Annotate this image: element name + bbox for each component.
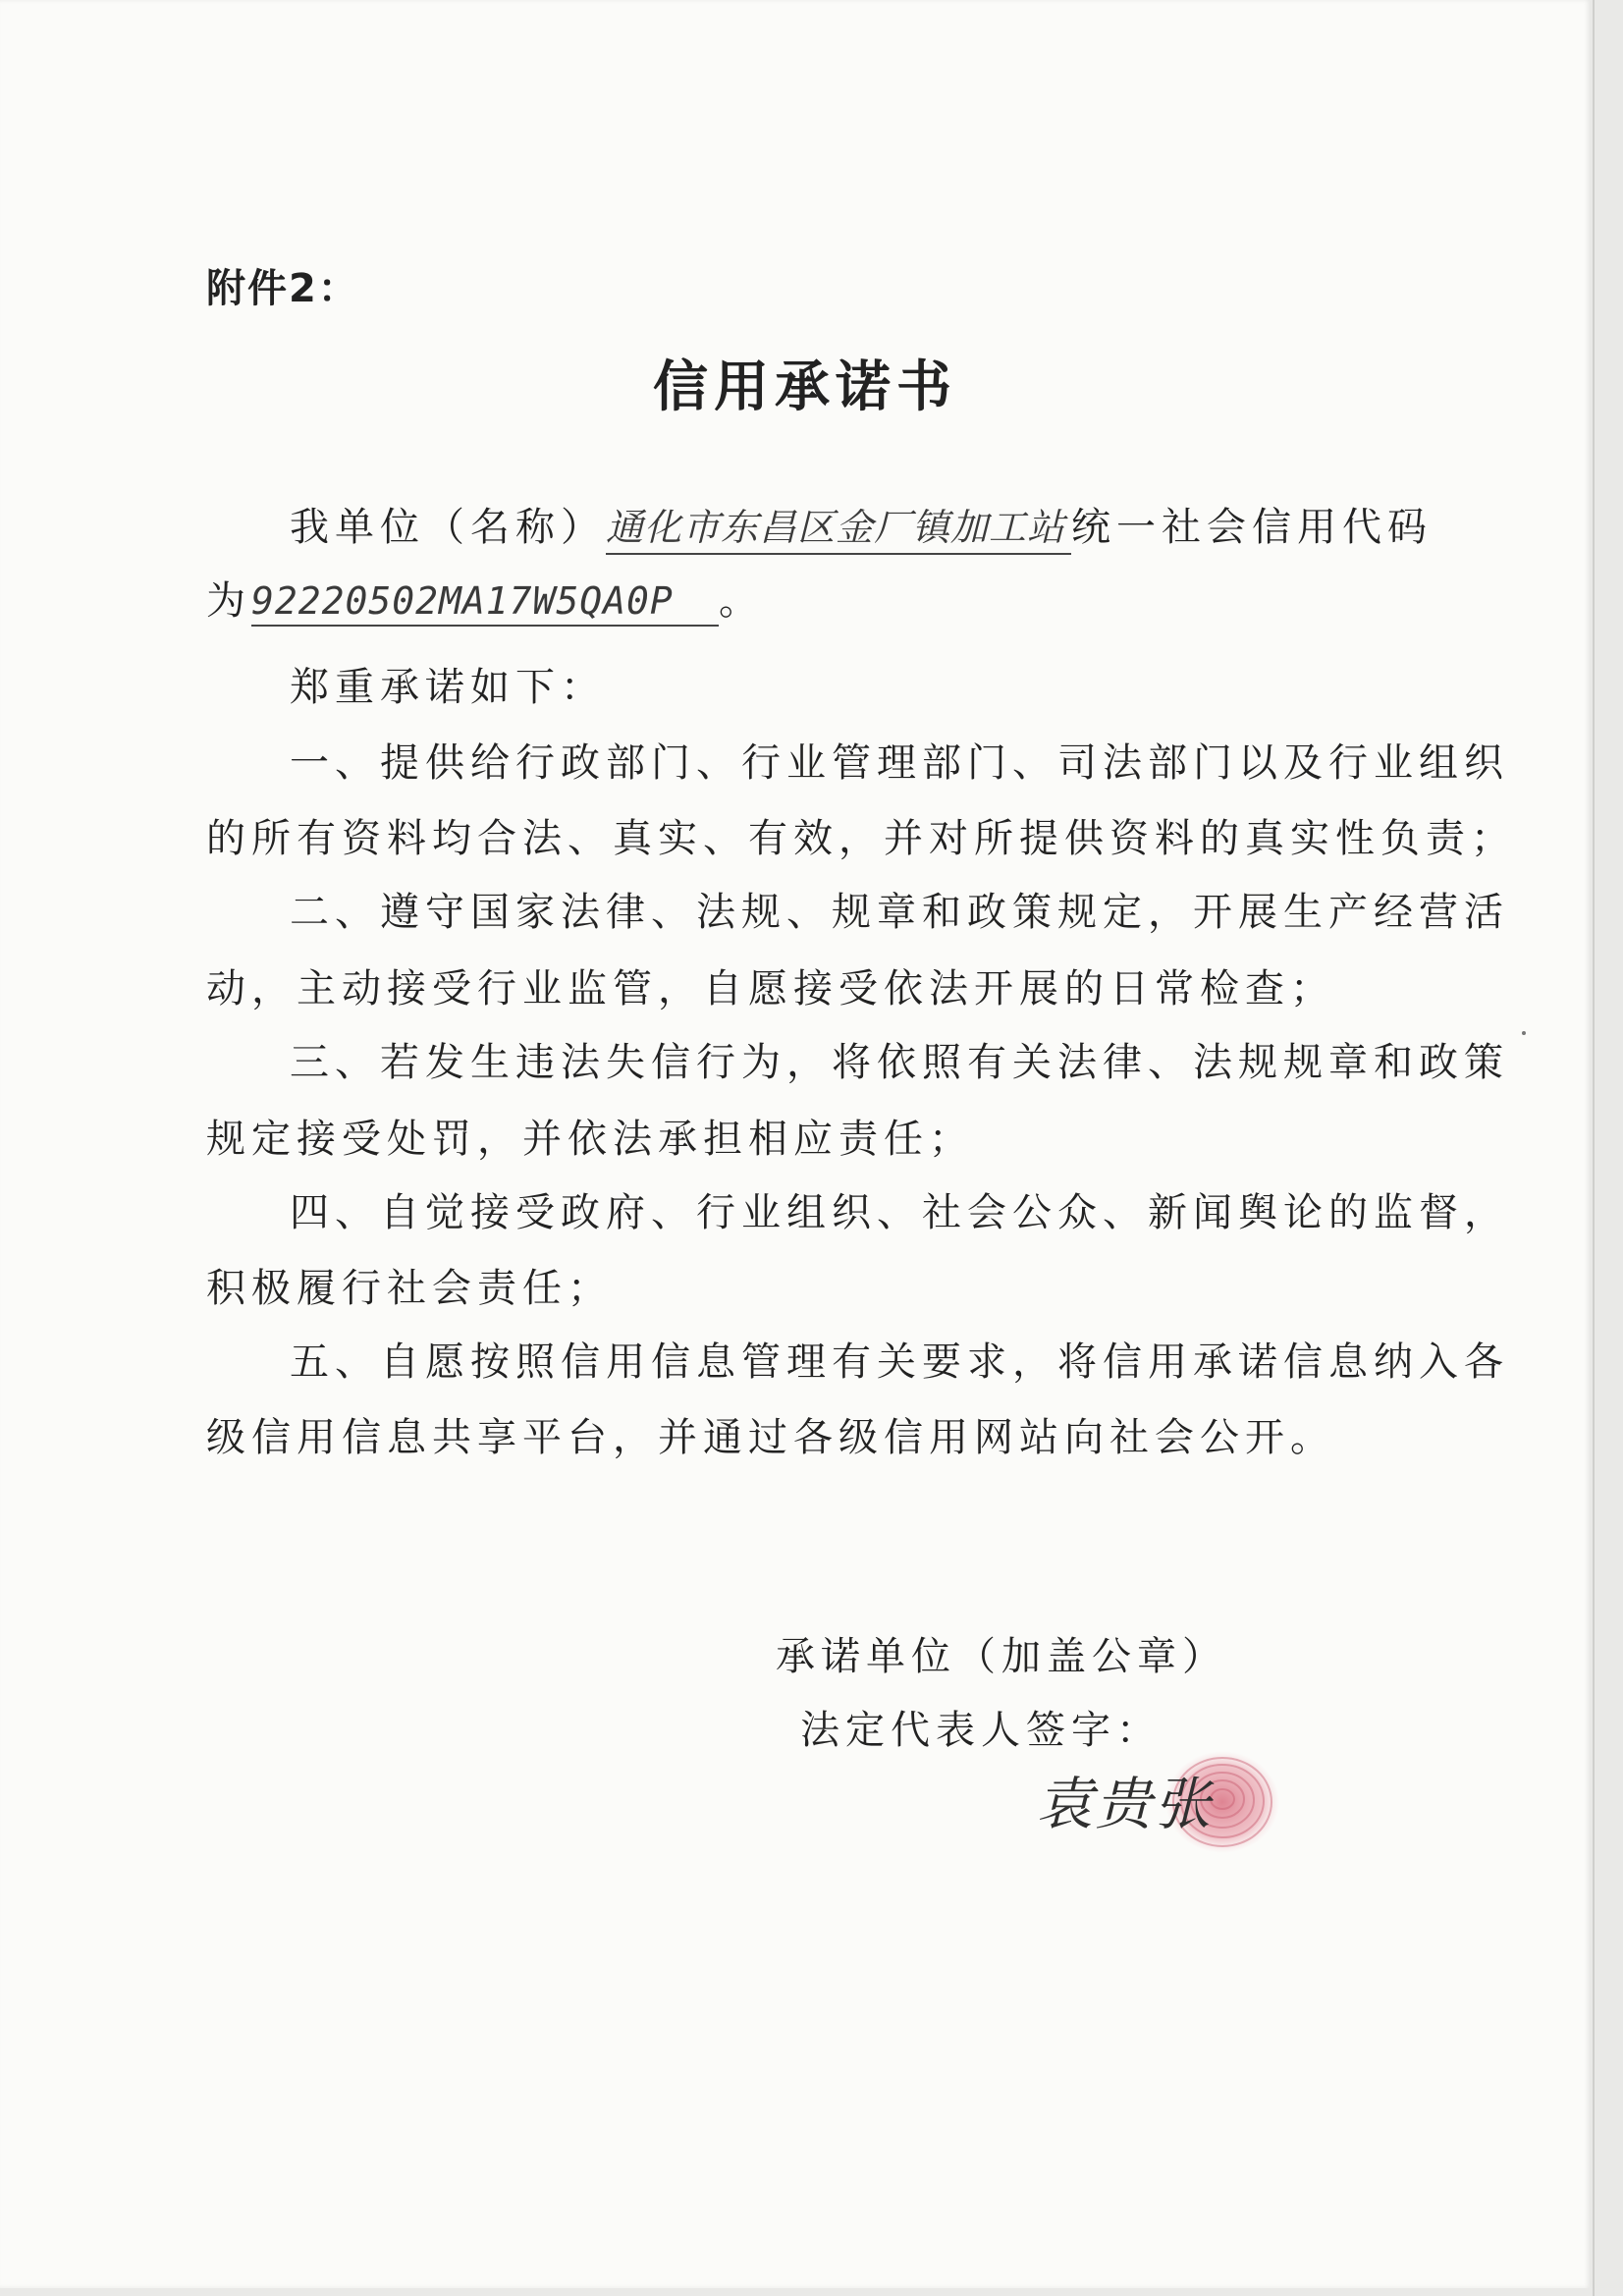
item-3-line-1: 三、若发生违法失信行为，将依照有关法律、法规规章和政策 bbox=[290, 1040, 1509, 1085]
document-title: 信用承诺书 bbox=[653, 355, 957, 419]
item-3-line-2: 规定接受处罚，并依法承担相应责任； bbox=[206, 1117, 974, 1162]
unit-seal-label: 承诺单位（加盖公章） bbox=[776, 1634, 1227, 1679]
intro-mid: 统一社会信用代码 bbox=[1071, 505, 1434, 550]
item-4-line-2: 积极履行社会责任； bbox=[206, 1266, 613, 1311]
signature-handwritten: 袁贵张 bbox=[1036, 1771, 1214, 1837]
item-4-line-1: 四、自觉接受政府、行业组织、社会公众、新闻舆论的监督， bbox=[290, 1190, 1509, 1235]
credit-code-handwritten: 92220502MA17W5QA0P bbox=[251, 579, 719, 627]
item-2-line-1: 二、遵守国家法律、法规、规章和政策规定，开展生产经营活 bbox=[290, 890, 1509, 935]
item-5-line-1: 五、自愿按照信用信息管理有关要求，将信用承诺信息纳入各 bbox=[290, 1339, 1509, 1385]
item-1-line-2: 的所有资料均合法、真实、有效，并对所提供资料的真实性负责； bbox=[206, 816, 1516, 861]
legal-rep-label: 法定代表人签字： bbox=[800, 1708, 1162, 1753]
unit-name-handwritten: 通化市东昌区金厂镇加工站 bbox=[606, 497, 1071, 555]
attachment-label: 附件2： bbox=[206, 266, 359, 311]
intro-prefix: 我单位（名称） bbox=[290, 505, 606, 550]
code-prefix: 为 bbox=[206, 578, 251, 624]
intro-line-2 bbox=[206, 570, 764, 627]
item-1-line-1: 一、提供给行政部门、行业管理部门、司法部门以及行业组织 bbox=[290, 740, 1509, 786]
scan-speck bbox=[1522, 1031, 1526, 1035]
item-5-line-2: 级信用信息共享平台，并通过各级信用网站向社会公开。 bbox=[206, 1415, 1335, 1460]
item-2-line-2: 动，主动接受行业监管，自愿接受依法开展的日常检查； bbox=[206, 966, 1335, 1011]
intro-line-1 bbox=[290, 496, 1433, 555]
declare-line: 郑重承诺如下： bbox=[290, 665, 606, 710]
code-suffix: 。 bbox=[719, 578, 764, 624]
